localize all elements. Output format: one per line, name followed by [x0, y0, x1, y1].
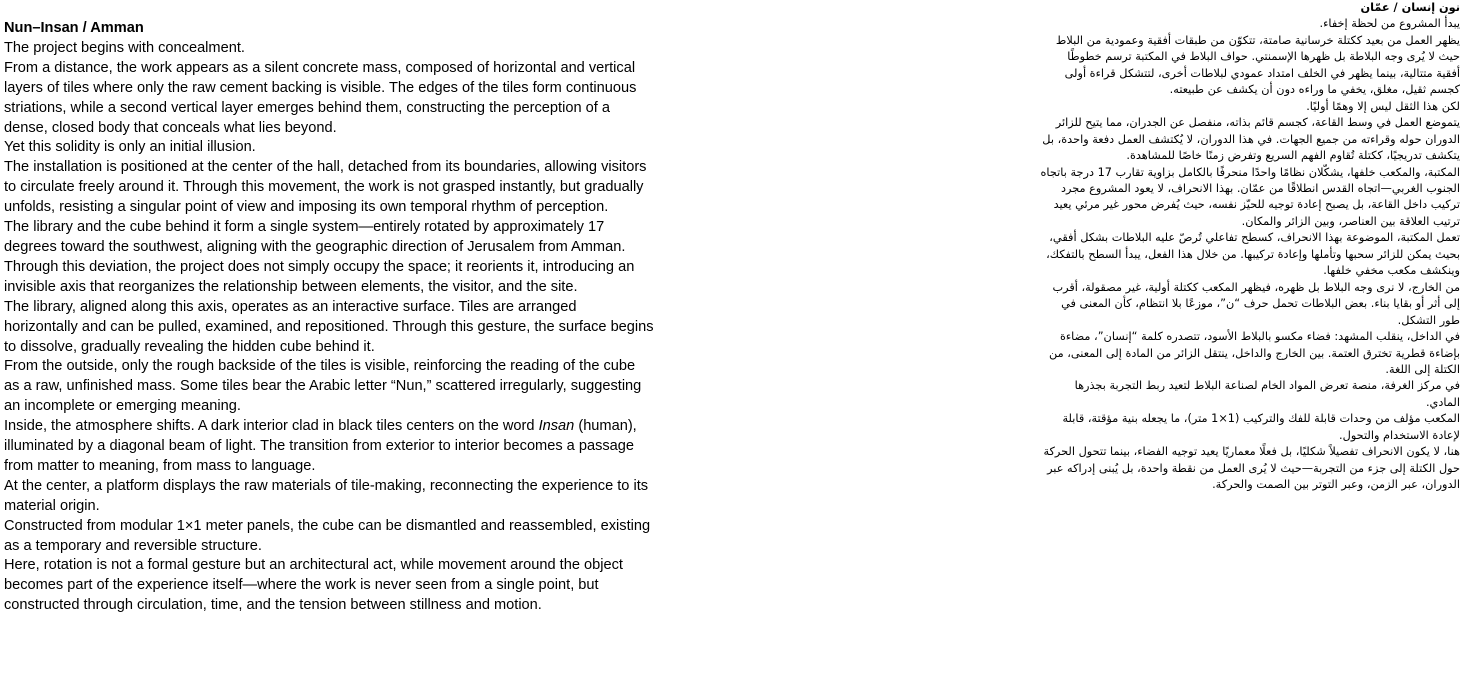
- english-title: Nun–Insan / Amman: [4, 20, 144, 36]
- english-paragraph-6: The library, aligned along this axis, operates as an interactive surface. Tiles are arranged horizontally and can be pulled, examined, and repositioned. Through this gesture, the surface begins to dissolve, gradually revealing the hidden cube behind it.: [4, 298, 654, 355]
- arabic-paragraph-10: المكعب مؤلف من وحدات قابلة للفك والتركيب (1×1 متر)، ما يجعله بنية مؤقتة، قابلة لإعادة الاستخدام والتحول.: [1062, 412, 1460, 442]
- english-paragraph-1: The project begins with concealment.: [4, 39, 245, 56]
- english-paragraph-7: From the outside, only the rough backside of the tiles is visible, reinforcing the reading of the cube as a raw, unfinished mass. Some tiles bear the Arabic letter “Nun,” scattered irregularly, suggesting an incomplete or emerging meaning.: [4, 358, 642, 415]
- english-paragraph-3: Yet this solidity is only an initial illusion.: [4, 139, 256, 156]
- english-paragraph-5: The library and the cube behind it form a single system—entirely rotated by approximately 17 degrees toward the southwest, aligning with the geographic direction of Jerusalem from Amman. Through this deviation, the project does not simply occupy the space; it reorients it, introducing an invisible axis that reorganizes the relationship between elements, the visitor, and the site.: [4, 219, 635, 295]
- english-paragraph-10: Constructed from modular 1×1 meter panels, the cube can be dismantled and reassembled, existing as a temporary and reversible structure.: [4, 517, 651, 554]
- english-paragraph-9: At the center, a platform displays the raw materials of tile-making, reconnecting the experience to its material origin.: [4, 477, 649, 514]
- english-column: [4, 19, 654, 616]
- arabic-column: [1040, 0, 1460, 494]
- arabic-paragraph-3: لكن هذا الثقل ليس إلا وهمًا أوليًا.: [1306, 99, 1460, 113]
- english-paragraph-11: Here, rotation is not a formal gesture but an architectural act, while movement around the object becomes part of the experience itself—where the work is never seen from a single point, but constructed through circulation, time, and the tension between stillness and motion.: [4, 557, 623, 614]
- arabic-paragraph-8: في الداخل، ينقلب المشهد: فضاء مكسو بالبلاط الأسود، تتصدره كلمة “إنسان”، مضاءة بإضاءة قطرية تخترق العتمة. بين الخارج والداخل، ينتقل الزائر من المادة إلى المعنى، من الكتلة إلى اللغة.: [1049, 330, 1460, 376]
- arabic-paragraph-11: هنا، لا يكون الانحراف تفصيلاً شكليًا، بل فعلًا معماريًا يعيد توجيه الفضاء، بينما تتحول الحركة حول الكتلة إلى جزء من التجربة—حيث لا يُرى العمل من نقطة واحدة، بل يُبنى إدراكه عبر الدوران، عبر الزمن، وعبر التوتر بين الصمت والحركة.: [1043, 445, 1460, 492]
- english-paragraph-2: From a distance, the work appears as a silent concrete mass, composed of horizontal and vertical layers of tiles where only the raw cement backing is visible. The edges of the tiles form continuous striations, while a second vertical layer emerges behind them, constructing the perception of a dense, closed body that conceals what lies beyond.: [4, 59, 637, 136]
- arabic-paragraph-2: يظهر العمل من بعيد ككتلة خرسانية صامتة، تتكوّن من طبقات أفقية وعمودية من البلاط حيث لا يُرى وجه البلاطة بل ظهرها الإسمنتي. حواف البلاط في المكتبة ترسم خطوطًا أفقية متتالية، بينما يظهر في الخلف امتداد عمودي لبلاطات أخرى، لتتشكل قراءة أولى كجسم ثقيل، مغلق، يخفي ما وراءه دون أن يكشف عن طبيعته.: [1055, 33, 1460, 97]
- arabic-paragraph-7: من الخارج، لا نرى وجه البلاط بل ظهره، فيظهر المكعب ككتلة أولية، غير مصقولة، أقرب إلى أثر أو بقايا بناء. بعض البلاطات تحمل حرف “ن”، موزعًا بلا انتظام، كأن المعنى في طور التشكل.: [1052, 280, 1460, 327]
- arabic-paragraph-9: في مركز الغرفة، منصة تعرض المواد الخام لصناعة البلاط لتعيد ربط التجربة بجذرها المادي.: [1074, 379, 1460, 409]
- insan-word: Insan: [538, 418, 575, 435]
- english-paragraph-4: The installation is positioned at the center of the hall, detached from its boundaries, allowing visitors to circulate freely around it. Through this movement, the work is not grasped instantly, but gradually unfolds, resisting a singular point of view and imposing its own temporal rhythm of perception.: [4, 159, 647, 216]
- arabic-paragraph-6: تعمل المكتبة، الموضوعة بهذا الانحراف، كسطح تفاعلي تُرصّ عليه البلاطات بشكل أفقي، بحيث يمكن للزائر سحبها وتأملها وإعادة تركيبها. من خلال هذا الفعل، يبدأ السطح بالتفكك، وينكشف مكعب مخفي خلفها.: [1046, 231, 1460, 278]
- english-paragraph-8-end: (human), illuminated by a diagonal beam of light. The transition from exterior to interior becomes a passage from matter to meaning, from mass to language.: [4, 418, 637, 474]
- arabic-paragraph-4: يتموضع العمل في وسط القاعة، كجسم قائم بذاته، منفصل عن الجدران، مما يتيح للزائر الدوران حوله وقراءته من جميع الجهات. في هذا الدوران، لا يُكتشف العمل دفعة واحدة، بل يتكشف تدريجيًا، ككتلة تُقاوم الفهم السريع وتفرض زمنًا خاصًا للمشاهدة.: [1042, 116, 1460, 163]
- arabic-paragraph-5: المكتبة، والمكعب خلفها، يشكّلان نظامًا واحدًا منحرفًا بالكامل بزاوية تقارب 17 درجة باتجاه الجنوب الغربي—اتجاه القدس انطلاقًا من عمّان. بهذا الانحراف، لا يعود المشروع مجرد تركيب داخل القاعة، بل يصبح إعادة توجيه للحيّز نفسه، حيث يُفرض محور غير مرئي يعيد ترتيب العلاقة بين العناصر، وبين الزائر والمكان.: [1040, 165, 1460, 228]
- arabic-title: نون إنسان / عمّان: [1360, 1, 1460, 14]
- english-paragraph-8-start: Inside, the atmosphere shifts. A dark interior clad in black tiles centers on the word: [4, 418, 539, 435]
- arabic-paragraph-1: يبدأ المشروع من لحظة إخفاء.: [1319, 17, 1460, 31]
- english-paragraph-8: [4, 417, 654, 477]
